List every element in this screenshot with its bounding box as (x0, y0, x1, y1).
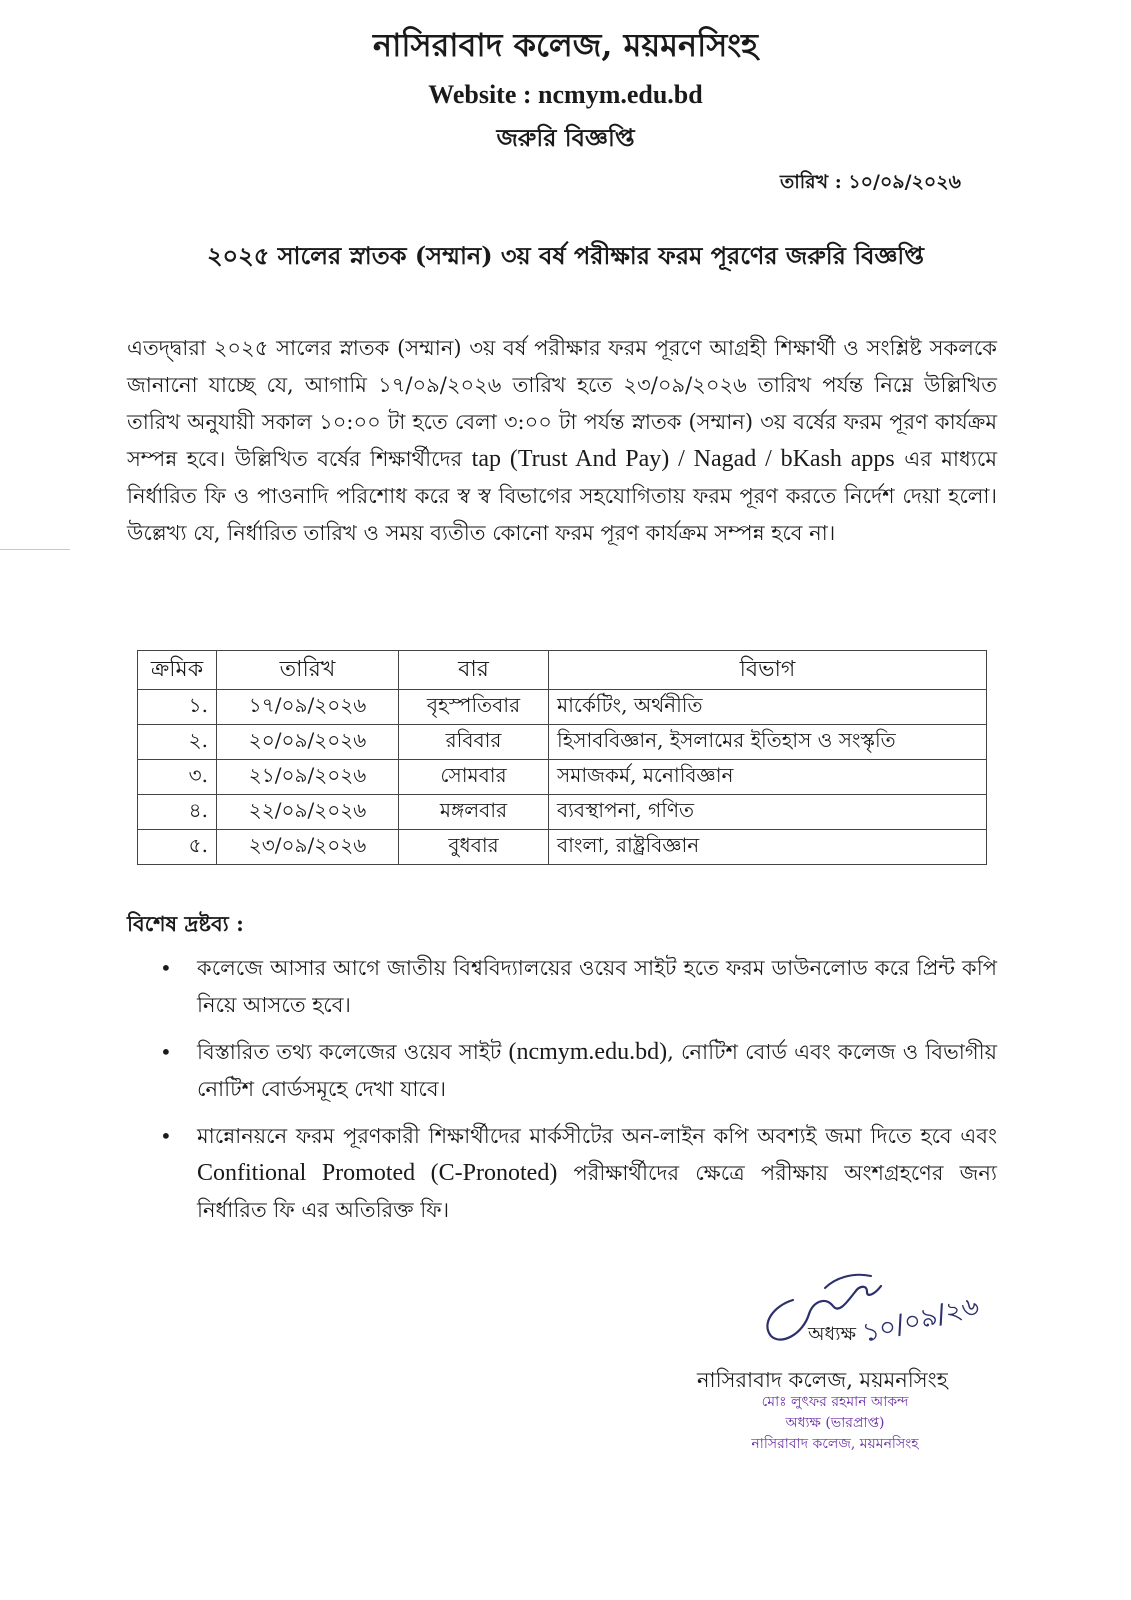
body-paragraph (127, 330, 997, 552)
cell-department: সমাজকর্ম, মনোবিজ্ঞান (549, 760, 987, 795)
list-item (127, 1118, 997, 1229)
note-promoted-term: Confitional Promoted (C-Pronoted) (197, 1160, 558, 1186)
body-text-part2: এর মাধ্যমে নির্ধারিত ফি ও পাওনাদি পরিশোধ করে স্ব স্ব বিভাগের সহযোগিতায় ফরম পূরণ করতে নির্দেশ দেয়া হলো। উল্লেখ্য যে, নির্ধারিত তারিখ ও সময় ব্যতীত কোনো ফরম পূরণ কার্যক্রম সম্পন্ন হবে না। (127, 447, 997, 545)
header-day: বার (399, 651, 549, 690)
margin-mark (0, 549, 70, 550)
cell-serial: ৪. (138, 795, 217, 830)
note-text: মান্নোনয়নে ফরম পূরণকারী শিক্ষার্থীদের মার্কসীটের অন-লাইন কপি অবশ্যই জমা দিতে হবে এবং (197, 1124, 997, 1148)
header-department: বিভাগ (549, 651, 987, 690)
list-item (127, 1034, 997, 1108)
cell-serial: ২. (138, 725, 217, 760)
cell-day: রবিবার (399, 725, 549, 760)
header-serial: ক্রমিক (138, 651, 217, 690)
list-item (127, 950, 997, 1024)
seal-organization: নাসিরাবাদ কলেজ, ময়মনসিংহ (751, 1436, 919, 1452)
cell-serial: ৫. (138, 830, 217, 865)
seal-name: মোঃ লুৎফর রহমান আকন্দ (761, 1394, 909, 1410)
bullet-icon: • (160, 1124, 172, 1148)
cell-date: ২১/০৯/২০২৬ (217, 760, 399, 795)
schedule-table (137, 650, 987, 865)
cell-department: মার্কেটিং, অর্থনীতি (549, 690, 987, 725)
table-row (138, 795, 987, 830)
header-date: তারিখ (217, 651, 399, 690)
note-text: কলেজে আসার আগে জাতীয় বিশ্ববিদ্যালয়ের ওয়েব সাইট হতে ফরম ডাউনলোড করে প্রিন্ট কপি নিয়ে আসতে হবে। (197, 956, 997, 1017)
note-text: পরীক্ষার্থীদের ক্ষেত্রে পরীক্ষায় অংশগ্রহণের জন্য নির্ধারিত ফি এর অতিরিক্ত ফি। (197, 1161, 998, 1222)
cell-serial: ১. (138, 690, 217, 725)
cell-date: ২২/০৯/২০২৬ (217, 795, 399, 830)
notice-subject: ২০২৫ সালের স্নাতক (সম্মান) ৩য় বর্ষ পরীক্ষার ফরম পূরণের জরুরি বিজ্ঞপ্তি (206, 241, 925, 270)
notice-label: জরুরি বিজ্ঞপ্তি (496, 123, 635, 152)
cell-department: বাংলা, রাষ্ট্রবিজ্ঞান (549, 830, 987, 865)
cell-department: হিসাববিজ্ঞান, ইসলামের ইতিহাস ও সংস্কৃতি (549, 725, 987, 760)
seal-title: অধ্যক্ষ (ভারপ্রাপ্ত) (785, 1415, 885, 1431)
official-seal (735, 1392, 935, 1455)
body-text-part1: এতদ্দ্বারা ২০২৫ সালের স্নাতক (সম্মান) ৩য় বর্ষ পরীক্ষার ফরম পূরণে আগ্রহী শিক্ষার্থী ও সংশ্লিষ্ট সকলকে জানানো যাচ্ছে যে, আগামি ১৭/০৯/২০২৬ তারিখ হতে ২৩/০৯/২০২৬ তারিখ পর্যন্ত নিম্নে উল্লিখিত তারিখ অনুযায়ী সকাল ১০:০০ টা হতে বেলা ৩:০০ টা পর্যন্ত স্নাতক (সম্মান) ৩য় বর্ষের ফরম পূরণ কার্যক্রম সম্পন্ন হবে। উল্লিখিত বর্ষের শিক্ষার্থীদের (127, 336, 997, 471)
notes-list (127, 950, 997, 1239)
cell-date: ২৩/০৯/২০২৬ (217, 830, 399, 865)
cell-day: বৃহস্পতিবার (399, 690, 549, 725)
cell-department: ব্যবস্থাপনা, গণিত (549, 795, 987, 830)
table-row (138, 725, 987, 760)
cell-day: বুধবার (399, 830, 549, 865)
bullet-icon: • (160, 956, 172, 980)
note-website: (ncmym.edu.bd) (508, 1039, 668, 1065)
payment-apps-text: tap (Trust And Pay) / Nagad / bKash apps (471, 446, 895, 472)
website-line: Website : ncmym.edu.bd (428, 80, 703, 109)
notice-date: তারিখ : ১০/০৯/২০২৬ (779, 171, 961, 193)
cell-serial: ৩. (138, 760, 217, 795)
signature-date: ১০/০৯/২৬ (859, 1290, 983, 1349)
cell-date: ১৭/০৯/২০২৬ (217, 690, 399, 725)
table-row (138, 690, 987, 725)
handwritten-signature (755, 1262, 1015, 1352)
notes-heading: বিশেষ দ্রষ্টব্য : (127, 911, 244, 936)
college-name: নাসিরাবাদ কলেজ, ময়মনসিংহ (373, 26, 758, 64)
note-text: বিস্তারিত তথ্য কলেজের ওয়েব সাইট (197, 1040, 509, 1064)
table-row (138, 830, 987, 865)
note-text: , নোটিশ বোর্ড এবং কলেজ ও বিভাগীয় নোটিশ বোর্ডসমূহে দেখা যাবে। (197, 1040, 997, 1101)
table-header-row (138, 651, 987, 690)
signer-designation: অধ্যক্ষ (808, 1323, 857, 1345)
cell-day: সোমবার (399, 760, 549, 795)
signer-organization: নাসিরাবাদ কলেজ, ময়মনসিংহ (697, 1368, 948, 1392)
table-row (138, 760, 987, 795)
cell-date: ২০/০৯/২০২৬ (217, 725, 399, 760)
bullet-icon: • (160, 1040, 172, 1064)
cell-day: মঙ্গলবার (399, 795, 549, 830)
